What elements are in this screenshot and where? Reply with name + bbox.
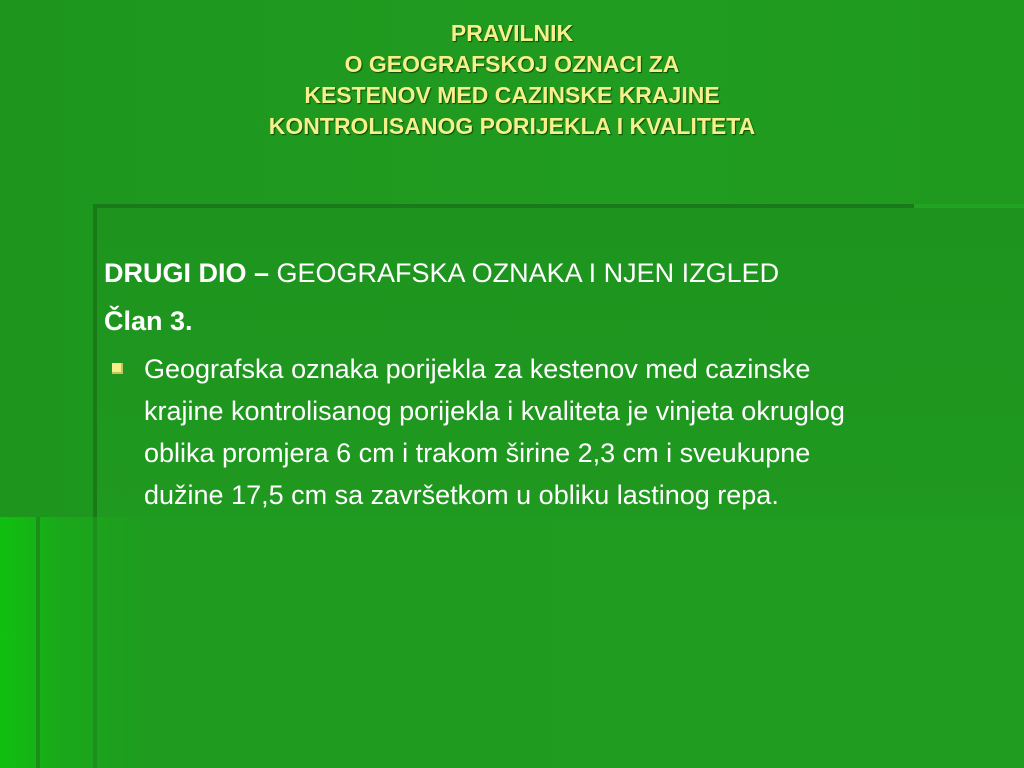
- title-line-3: KESTENOV MED CAZINSKE KRAJINE: [304, 82, 720, 108]
- part-heading: [104, 252, 864, 294]
- slide-title: [0, 18, 1024, 142]
- part-label: DRUGI DIO –: [104, 258, 277, 288]
- slide-body: [104, 252, 864, 516]
- bullet-text: Geografska oznaka porijekla za kestenov med cazinske krajine kontrolisanog porijekla i kvaliteta je vinjeta okruglog oblika promjera 6 cm i trakom širine 2,3 cm i sveukupne dužine 17,5 cm sa završetkom u obliku lastinog repa.: [144, 354, 845, 510]
- title-line-1: PRAVILNIK: [450, 20, 574, 46]
- article-heading: Član 3.: [104, 306, 193, 336]
- bullet-item: [104, 348, 864, 516]
- decorative-lower-band: [0, 517, 1024, 768]
- decorative-rule-line: [93, 517, 97, 768]
- part-title: GEOGRAFSKA OZNAKA I NJEN IZGLED: [276, 258, 780, 288]
- title-line-2: O GEOGRAFSKOJ OZNACI ZA: [344, 51, 680, 77]
- decorative-edge-line: [36, 517, 40, 768]
- square-bullet-icon: [112, 363, 123, 374]
- title-line-4: KONTROLISANOG PORIJEKLA I KVALITETA: [268, 113, 756, 139]
